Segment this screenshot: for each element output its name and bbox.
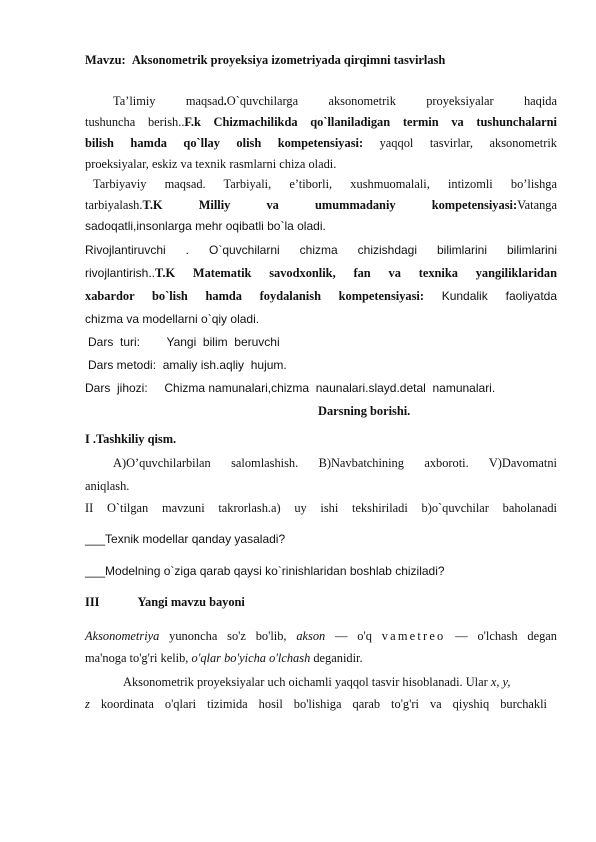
development-text: rivojlantirish.. (85, 266, 156, 280)
development-line-1: Rivojlantiruvchi . O`quvchilarni chizma chizishdagi bilimlarini bilimlarini (85, 243, 557, 257)
topic-title: Aksonometrik proyeksiya izometriyada qirqimni tasvirlash (131, 53, 446, 67)
term-axis-measure: o'qlar bo'yicha o'lchash (191, 651, 311, 665)
goal-line-1 (113, 93, 557, 109)
body-line-1 (85, 628, 557, 644)
competency-text: xabardor bo`lish hamda foydalanish kompetensiyasi: (85, 289, 424, 303)
lesson-equipment: Dars jihozi: Chizma namunalari,chizma naunalari.slayd.detal namunalari. (85, 381, 496, 395)
development-line-2 (85, 265, 557, 281)
goal-text: O`quvchilarga aksonometrik proyeksiyalar haqida (226, 94, 557, 108)
body-text: — o'q (325, 629, 382, 643)
development-line-3 (85, 288, 557, 304)
review-question-1: ___Texnik modellar qanday yasaladi? (85, 532, 286, 546)
body-text: ma'noga to'g'ri kelib, (85, 651, 192, 665)
body-text: yunoncha so'z bo'lib, (159, 629, 297, 643)
section-1-heading: I .Tashkiliy qism. (85, 432, 177, 446)
competency-text: T.K Milliy va umummadaniy kompetensiyasi: (142, 198, 518, 212)
axis-name-z: z (85, 697, 90, 711)
body-text: koordinata o'qlari tizimida hosil bo'lishiga qarab to'g'ri va qiyshiq burchakli (89, 697, 547, 711)
development-line-4: chizma va modellarni o`qiy oladi. (85, 312, 260, 326)
review-question-2: ___Modelning o`ziga qarab qaysi ko`rinishlaridan boshlab chiziladi? (85, 564, 445, 578)
goal-line-4: proeksiyalar, eskiz va texnik rasmlarni chiza oladi. (85, 157, 337, 171)
education-line-1: Tarbiyaviy maqsad. Tarbiyali, e’tiborli, xushmuomalali, intizomli bo’lishga (93, 177, 557, 191)
body-text: — o'lchash degan (445, 629, 557, 643)
lesson-type: Dars turi: Yangi bilim beruvchi (88, 335, 280, 349)
term-akson: akson (296, 629, 326, 643)
education-line-2 (85, 197, 557, 213)
goal-dot: . (223, 94, 227, 108)
body-line-2 (85, 650, 557, 666)
lesson-method: Dars metodi: amaliy ish.aqliy hujum. (88, 358, 287, 372)
body-line-3 (123, 674, 543, 690)
body-line-4 (85, 696, 547, 712)
body-text: deganidir. (310, 651, 363, 665)
topic-label: Mavzu: (85, 53, 126, 67)
body-text: Aksonometrik proyeksiyalar uch oichamli yaqqol tasvir hisoblanadi. Ular (123, 675, 491, 689)
goal-line-2 (85, 114, 557, 130)
section-3-title: Yangi mavzu bayoni (137, 595, 245, 609)
education-line-3: sadoqatli,insonlarga mehr oqibatli bo`la oladi. (85, 219, 326, 233)
section-3-heading (85, 594, 557, 610)
competency-text: bilish hamda qo`llay olish kompetensiyasi: (85, 136, 364, 150)
axis-names: x, y, (490, 675, 511, 689)
term-aksonometriya: Aksonometriya (85, 629, 160, 643)
competency-text: F.k Chizmachilikda qo`llaniladigan termin va tushunchalarni (184, 115, 557, 129)
goal-text: tushuncha berish.. (85, 115, 185, 129)
term-vametreo: vametreo (381, 629, 446, 643)
goal-text: yaqqol tasvirlar, aksonometrik (379, 136, 557, 150)
lesson-progress-heading: Darsning borishi. (318, 404, 411, 418)
section-1-line-1: A)O’quvchilarbilan salomlashish. B)Navbatchining axboroti. V)Davomatni (113, 456, 557, 470)
section-2-line-1: II O`tilgan mavzuni takrorlash.a) uy ishi tekshiriladi b)o`quvchilar baholanadi (85, 501, 557, 515)
goal-label: Ta’limiy maqsad (113, 94, 224, 108)
development-text: Kundalik faoliyatda (441, 289, 557, 303)
section-1-line-2: aniqlash. (85, 479, 130, 493)
education-text: tarbiyalash. (85, 198, 143, 212)
goal-line-3 (85, 135, 557, 151)
topic-heading (85, 52, 557, 68)
education-text: Vatanga (517, 198, 557, 212)
competency-text: T.K Matematik savodxonlik, fan va texnika yangiliklaridan (155, 266, 557, 280)
section-3-number: III (85, 595, 100, 609)
